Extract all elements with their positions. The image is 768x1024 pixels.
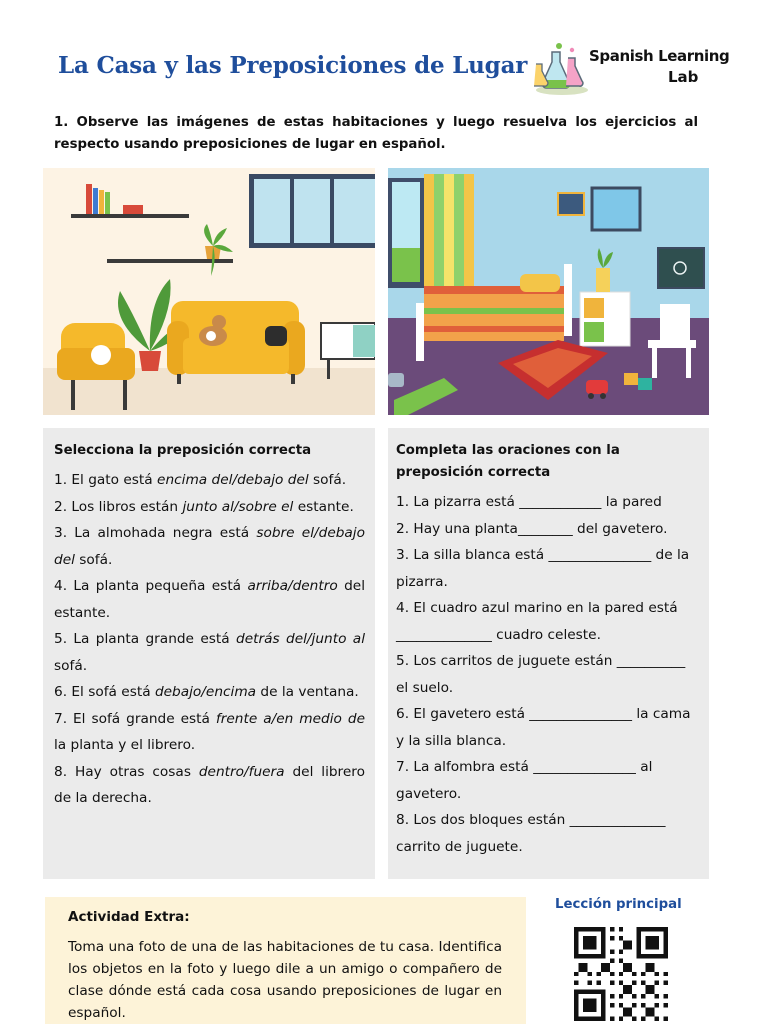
sentence-item: 8. Los dos bloques están ______________ carrito de juguete. xyxy=(396,812,666,855)
preposition-options[interactable]: detrás del/junto al xyxy=(236,631,365,647)
exercise-item: 8. Hay otras cosas dentro/fuera del librero de la derecha. xyxy=(54,763,366,806)
sentence-item: 2. Hay una planta________ del gavetero. xyxy=(396,520,668,537)
living-room-illustration xyxy=(43,168,375,415)
logo-text-line2: Lab xyxy=(668,68,699,86)
select-preposition-box xyxy=(43,428,375,879)
logo-text-line1: Spanish Learning xyxy=(589,47,730,65)
instructions: 1. Observe las imágenes de estas habitaciones y luego resuelva los ejercicios al respecto usando preposiciones de lugar en español. xyxy=(54,115,698,152)
sentence-item: 3. La silla blanca está _______________ de la pizarra. xyxy=(396,547,690,590)
preposition-options[interactable]: junto al/sobre el xyxy=(182,498,294,515)
preposition-options[interactable]: arriba/dentro xyxy=(247,578,338,594)
exercise-item: 4. La planta pequeña está arriba/dentro del estante. xyxy=(54,578,366,621)
exercise-item: 5. La planta grande está detrás del/junto al sofá. xyxy=(54,631,365,674)
exercise-item: 7. El sofá grande está frente a/en medio de la planta y el librero. xyxy=(54,710,365,753)
sentence-item: 5. Los carritos de juguete están __________ el suelo. xyxy=(396,653,686,696)
exercise-item: 1. El gato está encima del/debajo del sofá. xyxy=(54,472,347,488)
complete-sentences-box xyxy=(388,428,709,879)
preposition-options[interactable]: frente a/en medio de xyxy=(215,710,365,727)
exercise-item: 3. La almohada negra está sobre el/debajo del sofá. xyxy=(54,525,365,568)
page-title: La Casa y las Preposiciones de Lugar xyxy=(58,52,528,79)
sentence-item: 6. El gavetero está _______________ la cama y la silla blanca. xyxy=(396,706,691,749)
sentence-item: 1. La pizarra está ____________ la pared xyxy=(396,494,662,510)
sentence-item: 7. La alfombra está _______________ al gavetero. xyxy=(396,759,653,802)
preposition-options[interactable]: sobre el/debajo del xyxy=(54,525,365,568)
preposition-options[interactable]: encima del/debajo del xyxy=(157,472,309,488)
extra-activity-text: Toma una foto de una de las habitaciones de tu casa. Identifica los objetos en la foto y luego dile a un amigo o compañero de clase dónde está cada cosa usando preposiciones de lugar en español. xyxy=(68,939,502,1021)
sentence-item: 4. El cuadro azul marino en la pared está ______________ cuadro celeste. xyxy=(396,600,678,643)
flask-icon xyxy=(532,40,592,98)
main-lesson-link[interactable]: Lección principal xyxy=(555,897,682,912)
extra-activity-box xyxy=(45,897,526,1024)
exercise-item: 2. Los libros están junto al/sobre el estante. xyxy=(54,498,354,515)
extra-activity-title: Actividad Extra: xyxy=(68,909,190,925)
select-preposition-title: Selecciona la preposición correcta xyxy=(54,443,312,458)
spanish-learning-lab-logo[interactable] xyxy=(532,40,730,100)
qr-code-icon[interactable] xyxy=(574,927,668,1021)
complete-sentences-title: Completa las oraciones con la preposición correcta xyxy=(396,443,620,480)
preposition-options[interactable]: dentro/fuera xyxy=(198,763,285,780)
exercise-item: 6. El sofá está debajo/encima de la ventana. xyxy=(54,684,359,700)
preposition-options[interactable]: debajo/encima xyxy=(154,684,257,700)
bedroom-illustration xyxy=(388,168,709,415)
